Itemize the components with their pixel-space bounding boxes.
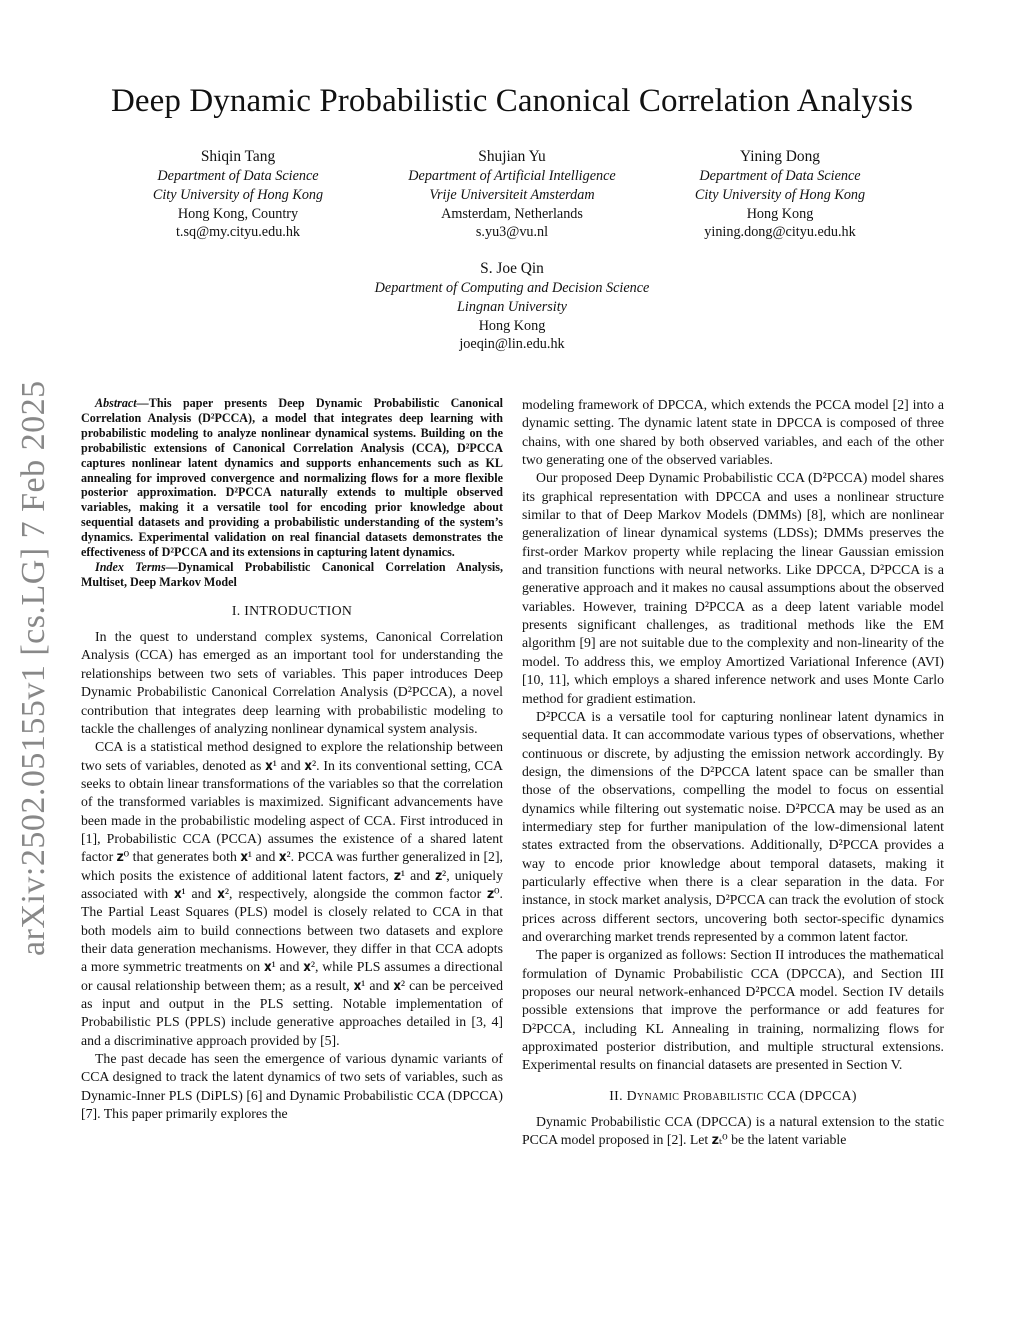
left-column <box>81 396 503 1123</box>
author-block-2 <box>372 146 652 242</box>
author-name: Shujian Yu <box>478 148 546 165</box>
author-email: t.sq@my.cityu.edu.hk <box>175 224 301 241</box>
paragraph: The paper is organized as follows: Section II introduces the mathematical formulation of Dynamic Probabilistic CCA (DPCCA), and Section III proposes our neural network-enhanced D²PCCA model. Section IV details possible extensions that improve the performance or add features for D²PCCA, including KL Annealing in training, normalizing flows for approximated posterior distribution, and multiple structural extensions. Experimental results on financial datasets are presented in Section V. <box>522 947 944 1073</box>
section-heading-introduction: I. INTRODUCTION <box>231 602 353 618</box>
index-terms-body: —Dynamical Probabilistic Canonical Correlation Analysis, Multiset, Deep Markov Model <box>81 559 503 589</box>
author-organization: City University of Hong Kong <box>694 186 866 203</box>
section-number: II. <box>609 1087 627 1103</box>
paragraph: The past decade has seen the emergence of various dynamic variants of CCA designed to track the latent dynamics of two sets of variables, such as Dynamic-Inner PLS (DiPLS) [6] and Dynamic Probabilistic CCA (DPCCA) [7]. This paper primarily explores the <box>81 1051 503 1122</box>
author-block-1 <box>118 146 358 242</box>
author-location: Amsterdam, Netherlands <box>441 205 583 222</box>
index-terms-label: Index Terms <box>95 559 166 574</box>
abstract <box>81 396 503 560</box>
paragraph: Dynamic Probabilistic CCA (DPCCA) is a natural extension to the static PCCA model proposed in [2]. Let 𝐳ₜ⁰ be the latent variable <box>522 1114 944 1148</box>
paragraph: CCA is a statistical method designed to explore the relationship between two sets of variables, denoted as 𝐱¹ and 𝐱². In its conventional setting, CCA seeks to obtain linear transformations of the variables so that the correlation of the transformed variables is maximized. Significant advancements have been made in the probabilistic modeling aspect of CCA. First introduced in [1], Probabilistic CCA (PCCA) assumes the existence of a shared latent factor 𝐳⁰ that generates both 𝐱¹ and 𝐱². PCCA was further generalized in [2], which posits the existence of additional latent factors, 𝐳¹ and 𝐳², uniquely associated with 𝐱¹ and 𝐱², respectively, alongside the common factor 𝐳⁰. The Partial Least Squares (PLS) model is closely related to CCA in that both models aim to build connections between two datasets and explore their data generation mechanisms. However, they differ in that CCA adopts a more symmetric treatments on 𝐱¹ and 𝐱², while PLS assumes a directional or causal relationship between them; as a result, 𝐱¹ and 𝐱² can be perceived as input and output in the PLS setting. Notable implementation of Probabilistic PLS (PPLS) include generative approaches detailed in [3, 4] and a discriminative approach provided by [5]. <box>81 739 503 1048</box>
right-column <box>522 396 944 1150</box>
abstract-body: This paper presents Deep Dynamic Probabilistic Canonical Correlation Analysis (D²PCCA), a model that integrates deep learning with probabilistic modeling to analyze nonlinear dynamical systems. Building on the probabilistic extensions of Canonical Correlation Analysis (CCA), D²PCCA captures nonlinear latent dynamics and supports enhancements such as KL annealing for improved convergence and normalizing flows for a more flexible posterior approximation. D²PCCA naturally extends to multiple observed variables, making it a versatile tool for encoding prior knowledge about sequential datasets and providing a probabilistic understanding of the system’s dynamics. Experimental validation on real financial datasets demonstrates the effectiveness of D²PCCA and its extensions in capturing latent dynamics. <box>81 396 503 560</box>
author-block-4 <box>342 258 682 354</box>
author-email: yining.dong@cityu.edu.hk <box>704 224 856 241</box>
author-location: Hong Kong, Country <box>177 205 299 222</box>
index-terms <box>81 560 503 590</box>
paragraph: Our proposed Deep Dynamic Probabilistic CCA (D²PCCA) model shares its graphical representation with DPCCA and uses a nonlinear structure similar to that of Deep Markov Models (DMMs) [8], which are nonlinear generalization of linear dynamical systems (LDSs); DMMs preserves the first-order Markov property while replacing the linear Gaussian emission and transition functions with neural networks. Like DPCCA, D²PCCA is a generative approach and it makes no causal assumptions about the observed variables. However, training D²PCCA as a deep latent variable model presents significant challenges, as traditional methods like the EM algorithm [9] are not suitable due to the complexity and non-linearity of the model. To address this, we employ Amortized Variational Inference (AVI) [10, 11], which employs a shared inference network and uses Monte Carlo method for gradient estimation. <box>522 470 944 706</box>
author-email: joeqin@lin.edu.hk <box>459 336 565 353</box>
author-organization: City University of Hong Kong <box>152 186 324 203</box>
author-organization: Lingnan University <box>457 298 567 315</box>
paper-title: Deep Dynamic Probabilistic Canonical Correlation Analysis <box>110 83 914 119</box>
author-organization: Vrije Universiteit Amsterdam <box>429 186 595 203</box>
author-department: Department of Data Science <box>157 168 319 184</box>
paragraph: In the quest to understand complex systems, Canonical Correlation Analysis (CCA) has emerged as an important tool for understanding the relationships between two sets of variables. This paper introduces Deep Dynamic Probabilistic Canonical Correlation Analysis (D²PCCA), a novel contribution that integrates deep learning with probabilistic modeling to tackle the challenges of analyzing nonlinear dynamical system analysis. <box>81 629 503 736</box>
paragraph: D²PCCA is a versatile tool for capturing nonlinear latent dynamics in sequential data. It can accommodate various types of observations, whether continuous or discrete, by adjusting the emission network accordingly. By design, the dimensions of the D²PCCA latent space can be smaller than those of the observations, compelling the model to focus on essential dynamics while filtering out systematic noise. D²PCCA may be used as an intermediary step for further manipulation of the low-dimensional latent states extracted from the observations. Additionally, D²PCCA provides a way to encode prior knowledge about temporal datasets, making it particularly effective when there is a clear separation in the data. For instance, in stock market analysis, D²PCCA can track the evolution of stock prices across different sectors, uncovering both sector-specific dynamics and overarching market trends represented by a common latent factor. <box>522 708 944 944</box>
author-name: S. Joe Qin <box>480 260 544 277</box>
author-department: Department of Artificial Intelligence <box>408 168 616 184</box>
arxiv-identifier: arXiv:2502.05155v1 [cs.LG] 7 Feb 2025 <box>15 380 52 956</box>
author-name: Yining Dong <box>740 148 820 165</box>
author-email: s.yu3@vu.nl <box>475 224 549 241</box>
author-location: Hong Kong <box>478 317 546 334</box>
author-department: Department of Computing and Decision Science <box>374 280 650 296</box>
author-location: Hong Kong <box>746 205 814 222</box>
section-title: Dynamic Probabilistic CCA (DPCCA) <box>626 1087 857 1103</box>
author-block-3 <box>660 146 900 242</box>
section-heading-dpcca <box>522 1087 944 1105</box>
abstract-label: Abstract— <box>95 396 149 410</box>
author-name: Shiqin Tang <box>200 148 276 165</box>
paragraph: modeling framework of DPCCA, which extends the PCCA model [2] into a dynamic setting. The dynamic latent state in DPCCA is composed of three chains, with one shared by both observed variables, and each of the other two generating one of the observed variables. <box>522 397 944 468</box>
author-department: Department of Data Science <box>699 168 861 184</box>
